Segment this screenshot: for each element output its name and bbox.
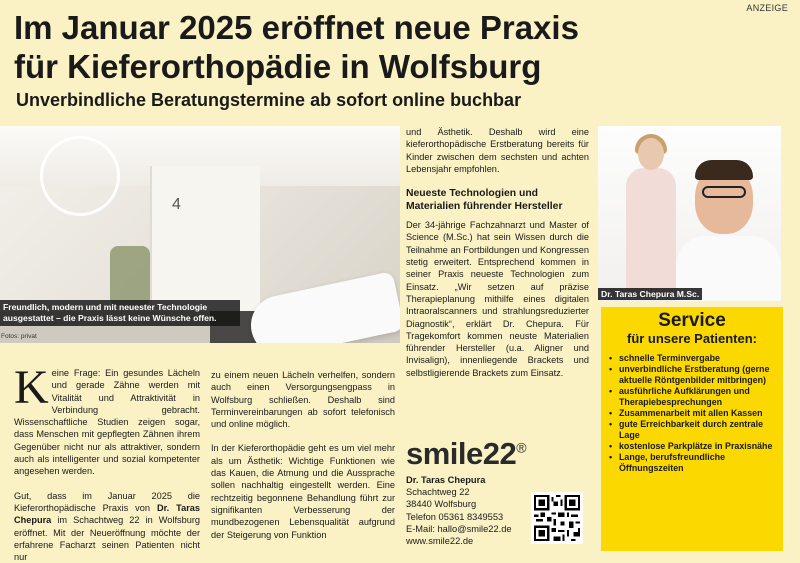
contact-website[interactable]: www.smile22.de bbox=[406, 536, 474, 547]
paragraph-text: im Schachtweg 22 in Wolfsburg eröffnet. Mit der Neueröffnung möchte der erfahrene Facharzt seinen Patienten nicht nur bbox=[14, 515, 200, 563]
service-item: • Zusammenarbeit mit allen Kassen bbox=[607, 408, 777, 419]
paragraph: Der 34-jährige Fachzahnarzt und Master of Science (M.Sc.) hat sein Wissen durch die Teilnahme an Fortbildungen und Kongressen stetig erweitert. Entsprechend kommen in seiner Praxis neueste Technologien zum Einsatz. „Wir setzen auf präzise Therapieplanung mithilfe eines digitalen Intraoralscanners und strahlungsreduzierter Diagnostik“, erklärt Dr. Chepura. Für Tragekomfort kommen neuste Materialien führender Hersteller (u.a. Aligner und Invisalign), innenliegende Brackets und selbstligierende Brackets zum Einsatz. bbox=[406, 220, 589, 378]
glasses-icon bbox=[702, 186, 746, 198]
service-title: Service bbox=[658, 310, 726, 331]
service-item: • schnelle Terminvergabe bbox=[607, 353, 777, 364]
doctor-name: Dr. Taras Chepura bbox=[14, 502, 200, 526]
paragraph: und Ästhetik. Deshalb wird eine kieferorthopädische Erstberatung bereits für Kinder zwischen dem sechsten und achten Lebensjahr empfohlen. bbox=[406, 127, 589, 174]
service-item: • kostenlose Parkplätze in Praxisnähe bbox=[607, 441, 777, 452]
contact-city: 38440 Wolfsburg bbox=[406, 499, 477, 510]
paragraph-text: Gut, dass im Januar 2025 die Kieferorthopädische Praxis von bbox=[14, 490, 200, 513]
doctor-photo bbox=[598, 126, 781, 301]
subheadline: Unverbindliche Beratungstermine ab sofort online buchbar bbox=[16, 90, 522, 110]
paragraph: In der Kieferorthopädie geht es um viel mehr als um Ästhetik: Wichtige Funktionen wie das Kauen, die Atmung und die Aussprache sollen nachhaltig eingestellt werden. Eine rechtzeitig begonnene Behandlung führt zur signifikanten Verbesserung der mundbezogenen Lebensqualität aufgrund der Steigerung von Funktion bbox=[211, 443, 395, 540]
drop-cap: K bbox=[14, 361, 49, 414]
contact-email[interactable]: E-Mail: hallo@smile22.de bbox=[406, 523, 512, 534]
paragraph-text: eine Frage: Ein gesundes Lächeln und gerade Zähne werden mit Vitalität und Attraktivität in Verbindung gebracht. Wissenschaftliche Studien zeigen sogar, dass Menschen mit gepflegten Zähnen ihrem Gegenüber nicht nur als attraktiver, sondern auch als intelligenter und sozial kompetenter angesehen werden. bbox=[14, 368, 200, 477]
dental-chair bbox=[245, 271, 400, 343]
article-column-2 bbox=[211, 369, 395, 553]
child-head bbox=[638, 138, 664, 170]
service-item: • Lange, berufsfreundliche Öffnungszeiten bbox=[607, 452, 777, 474]
registered-mark: ® bbox=[516, 439, 527, 456]
photo-caption: Freundlich, modern und mit neuester Technologie ausgestattet – die Praxis lässt keine Wünsche offen. bbox=[0, 300, 240, 326]
qr-code-icon[interactable] bbox=[531, 492, 583, 544]
article-column-1 bbox=[14, 361, 200, 563]
child-figure bbox=[626, 168, 676, 298]
paragraph bbox=[14, 490, 200, 563]
paragraph: zu einem neuen Lächeln verhelfen, sondern auch einen Versorgungsengpass in Wolfsburg schließen. Deshalb sind Terminvereinbarungen ab sofort telefonisch und online möglich. bbox=[211, 370, 395, 430]
service-list bbox=[607, 353, 777, 474]
section-heading: Neueste Technologien und Materialien führender Hersteller bbox=[406, 188, 563, 213]
headline-line-2: für Kieferorthopädie in Wolfsburg bbox=[14, 48, 542, 85]
ad-label: ANZEIGE bbox=[746, 3, 788, 13]
doctor-hair bbox=[695, 160, 753, 180]
contact-phone[interactable]: Telefon 05361 8349553 bbox=[406, 511, 504, 522]
contact-street: Schachtweg 22 bbox=[406, 487, 470, 498]
headline bbox=[14, 8, 714, 86]
photo-wall bbox=[150, 166, 260, 316]
service-item: • ausführliche Aufklärungen und Therapiebesprechungen bbox=[607, 386, 777, 408]
headline-line-1: Im Januar 2025 eröffnet neue Praxis bbox=[14, 9, 579, 46]
paragraph bbox=[14, 361, 200, 478]
service-item: • gute Erreichbarkeit durch zentrale Lage bbox=[607, 419, 777, 441]
room-number: 4 bbox=[172, 196, 181, 213]
article-column-3 bbox=[406, 126, 589, 391]
service-item: • unverbindliche Erstberatung (gerne aktuelle Röntgenbilder mitbringen) bbox=[607, 364, 777, 386]
photo-credit: Fotos: privat bbox=[1, 333, 37, 340]
doctor-photo-caption: Dr. Taras Chepura M.Sc. bbox=[598, 288, 702, 300]
contact-block bbox=[406, 474, 512, 547]
smile22-logo bbox=[406, 436, 526, 472]
logo-text: smile22 bbox=[406, 436, 517, 471]
photo-plants bbox=[110, 246, 150, 306]
contact-name: Dr. Taras Chepura bbox=[406, 475, 486, 485]
service-box bbox=[601, 307, 783, 551]
service-subtitle: für unsere Patienten: bbox=[626, 331, 758, 346]
